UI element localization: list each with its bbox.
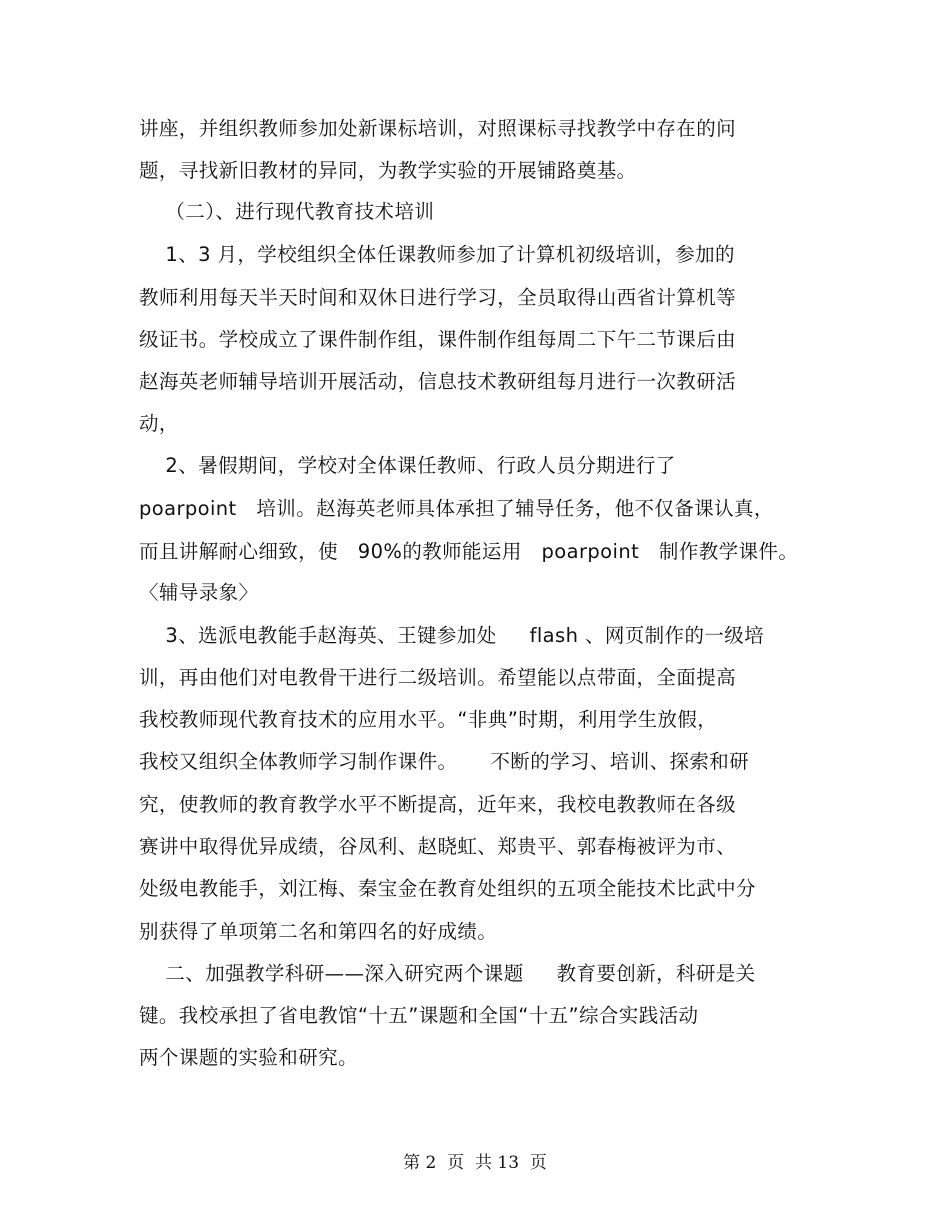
text-line: 而且讲解耐心细致，使 90%的教师能运用 poarpoint 制作教学课件。 bbox=[139, 540, 799, 563]
text-line: 级证书。学校成立了课件制作组，课件制作组每周二下午二节课后由 bbox=[139, 328, 737, 351]
page-footer: 第 2 页 共 13 页 bbox=[403, 1153, 547, 1173]
text-line: 3、选派电教能手赵海英、王键参加处 flash 、网页制作的一级培 bbox=[139, 624, 765, 647]
text-line: poarpoint 培训。赵海英老师具体承担了辅导任务，他不仅备课认真， bbox=[139, 497, 774, 520]
text-line: 题，寻找新旧教材的异同，为教学实验的开展铺路奠基。 bbox=[139, 159, 637, 182]
section-heading: （二）、进行现代教育技术培训 bbox=[139, 200, 435, 223]
text-line: 训，再由他们对电教骨干进行二级培训。希望能以点带面，全面提高 bbox=[139, 666, 737, 689]
text-line: 我校又组织全体教师学习制作课件。 不断的学习、培训、探索和研 bbox=[139, 750, 750, 773]
text-line: 2、暑假期间，学校对全体课任教师、行政人员分期进行了 bbox=[139, 454, 676, 477]
text-line: 处级电教能手，刘江梅、秦宝金在教育处组织的五项全能技术比武中分 bbox=[139, 877, 756, 900]
text-line: 二、加强教学科研——深入研究两个课题 教育要创新，科研是关 bbox=[139, 962, 756, 985]
text-line: 两个课题的实验和研究。 bbox=[139, 1046, 358, 1069]
text-line: 别获得了单项第二名和第四名的好成绩。 bbox=[139, 920, 498, 943]
text-line: 赵海英老师辅导培训开展活动，信息技术教研组每月进行一次教研活 bbox=[139, 370, 737, 393]
text-line: 键。我校承担了省电教馆“十五”课题和全国“十五”综合实践活动 bbox=[139, 1004, 699, 1027]
text-line: 〈辅导录象〉 bbox=[139, 581, 259, 604]
text-line: 究，使教师的教育教学水平不断提高，近年来，我校电教教师在各级 bbox=[139, 793, 737, 816]
text-line: 动， bbox=[139, 412, 179, 435]
text-line: 赛讲中取得优异成绩，谷凤利、赵晓虹、郑贵平、郭春梅被评为市、 bbox=[139, 835, 737, 858]
text-line: 讲座，并组织教师参加处新课标培训，对照课标寻找教学中存在的问 bbox=[139, 117, 737, 140]
text-line: 我校教师现代教育技术的应用水平。“非典”时期，利用学生放假， bbox=[139, 708, 718, 731]
text-line: 1、3 月，学校组织全体任课教师参加了计算机初级培训，参加的 bbox=[139, 243, 735, 266]
text-line: 教师利用每天半天时间和双休日进行学习，全员取得山西省计算机等 bbox=[139, 286, 737, 309]
